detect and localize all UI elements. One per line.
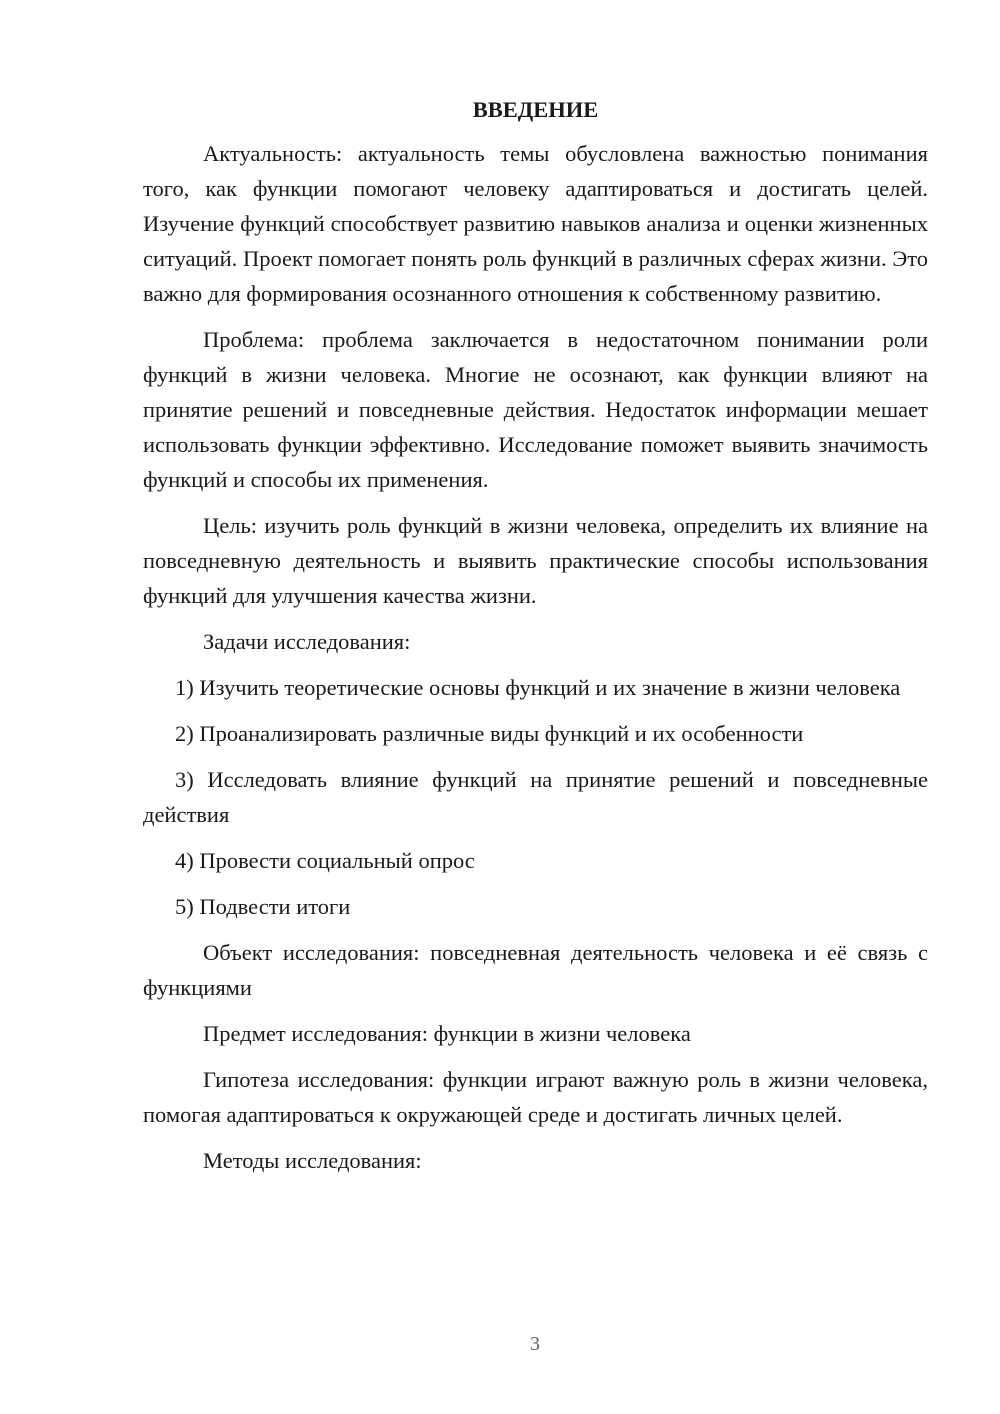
- paragraph-problem: Проблема: проблема заключается в недостаточном понимании роли функций в жизни человека. Многие не осознают, как функции влияют на принятие решений и повседневные действия. Недостаток информации мешает использовать функции эффективно. Исследование поможет выявить значимость функций и способы их применения.: [143, 327, 928, 492]
- task-item-1: 1) Изучить теоретические основы функций и их значение в жизни человека: [175, 675, 901, 700]
- section-title: ВВЕДЕНИЕ: [472, 97, 599, 122]
- task-item-2: 2) Проанализировать различные виды функций и их особенности: [175, 721, 804, 746]
- task-item-3: 3) Исследовать влияние функций на принятие решений и повседневные действия: [143, 767, 928, 827]
- paragraph-goal: Цель: изучить роль функций в жизни человека, определить их влияние на повседневную деятельность и выявить практические способы использования функций для улучшения качества жизни.: [143, 513, 928, 608]
- paragraph-subject: Предмет исследования: функции в жизни человека: [203, 1021, 691, 1046]
- page-number: 3: [530, 1333, 540, 1355]
- task-item-5: 5) Подвести итоги: [175, 894, 351, 919]
- page-content: [143, 92, 928, 1189]
- paragraph-relevance: Актуальность: актуальность темы обусловлена важностью понимания того, как функции помогают человеку адаптироваться и достигать целей. Изучение функций способствует развитию навыков анализа и оценки жизненных ситуаций. Проект помогает понять роль функций в различных сферах жизни. Это важно для формирования осознанного отношения к собственному развитию.: [143, 141, 928, 306]
- paragraph-hypothesis: Гипотеза исследования: функции играют важную роль в жизни человека, помогая адаптироваться к окружающей среде и достигать личных целей.: [143, 1067, 928, 1127]
- paragraph-tasks-heading: Задачи исследования:: [203, 629, 411, 654]
- paragraph-object: Объект исследования: повседневная деятельность человека и её связь с функциями: [143, 940, 928, 1000]
- paragraph-methods-heading: Методы исследования:: [203, 1148, 422, 1173]
- task-item-4: 4) Провести социальный опрос: [175, 848, 475, 873]
